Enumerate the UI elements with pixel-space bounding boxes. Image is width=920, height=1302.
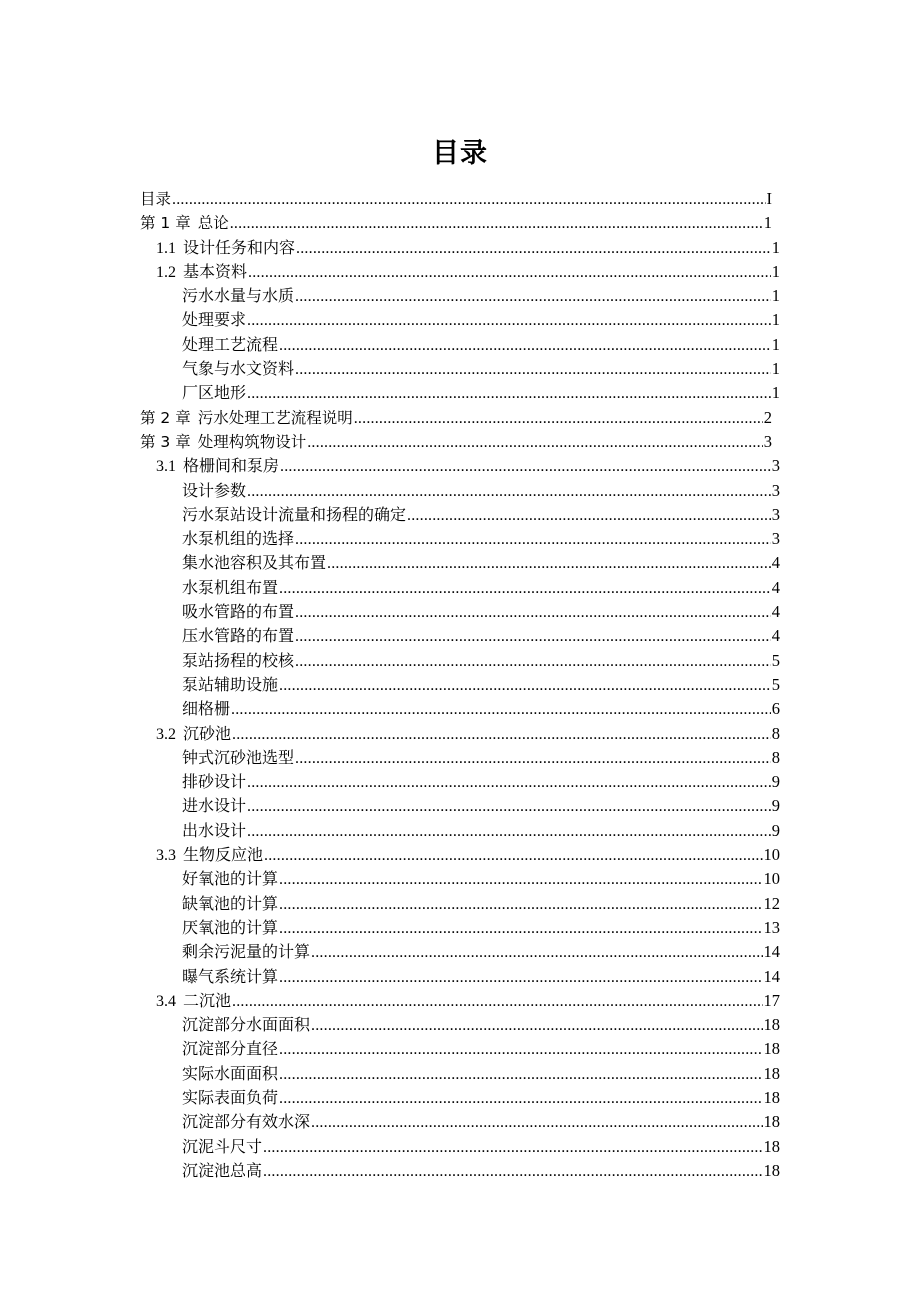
dot-leader (248, 261, 771, 285)
toc-entry-page: 12 (763, 893, 780, 913)
toc-entry-label: 厂区地形 (182, 385, 247, 403)
toc-entry-page: 14 (763, 966, 780, 986)
toc-entry-page: 18 (763, 1087, 780, 1107)
dot-leader (279, 577, 771, 601)
toc-entry-page: 8 (771, 747, 780, 767)
dot-leader (280, 455, 771, 479)
toc-entry-number: 3.4 (156, 992, 176, 1010)
toc-entry-label: 格栅间和泵房 (183, 458, 280, 476)
toc-entry-page: 5 (771, 674, 780, 694)
toc-entry-label: 钟式沉砂池选型 (182, 749, 295, 767)
toc-entry-37[interactable] (140, 1086, 780, 1110)
dot-leader (231, 698, 771, 722)
toc-entry-25[interactable] (140, 794, 780, 818)
dot-leader (295, 358, 771, 382)
toc-entry-page: 1 (771, 359, 780, 379)
toc-entry-label: 曝气系统计算 (182, 968, 279, 986)
toc-entry-label: 基本资料 (183, 263, 248, 281)
toc-entry-18[interactable] (140, 624, 780, 648)
toc-entry-label: 处理构筑物设计 (197, 432, 307, 451)
toc-entry-15[interactable] (140, 551, 780, 575)
toc-entry-page: 3 (771, 529, 780, 549)
toc-entry-label: 污水水量与水质 (182, 288, 295, 306)
toc-entry-21[interactable] (140, 697, 780, 721)
toc-entry-11[interactable] (140, 454, 780, 478)
dot-leader (247, 771, 771, 795)
toc-entry-label: 出水设计 (182, 822, 247, 840)
dot-leader (247, 480, 771, 504)
toc-entry-number: 1.2 (156, 263, 176, 281)
dot-leader (407, 504, 771, 528)
toc-entry-label: 好氧池的计算 (182, 871, 279, 889)
toc-entry-label: 沉淀部分直径 (182, 1041, 279, 1059)
dot-leader (354, 407, 763, 431)
toc-entry-label: 排砂设计 (182, 774, 247, 792)
toc-entry-label: 沉淀池总高 (182, 1162, 263, 1180)
dot-leader (295, 625, 771, 649)
toc-entry-page: 1 (771, 261, 780, 281)
toc-entry-page: 3 (771, 480, 780, 500)
toc-entry-page: 3 (771, 504, 780, 524)
toc-entry-16[interactable] (140, 576, 780, 600)
dot-leader (279, 917, 762, 941)
toc-entry-page: 9 (771, 772, 780, 792)
dot-leader (279, 334, 771, 358)
dot-leader (247, 820, 771, 844)
toc-entry-35[interactable] (140, 1037, 780, 1061)
toc-entry-label: 实际表面负荷 (182, 1089, 279, 1107)
toc-entry-page: 10 (763, 845, 780, 865)
toc-entry-label: 剩余污泥量的计算 (182, 944, 311, 962)
toc-entry-label: 压水管路的布置 (182, 628, 295, 646)
toc-entry-8[interactable] (140, 381, 780, 405)
toc-entry-label: 沉淀部分水面面积 (182, 1017, 311, 1035)
toc-entry-19[interactable] (140, 649, 780, 673)
toc-entry-page: 6 (771, 699, 780, 719)
toc-entry-label: 总论 (197, 214, 229, 233)
toc-entry-22[interactable] (140, 722, 780, 746)
toc-entry-29[interactable] (140, 892, 780, 916)
toc-entry-label: 污水处理工艺流程说明 (197, 408, 353, 427)
toc-entry-label: 厌氧池的计算 (182, 919, 279, 937)
dot-leader (295, 747, 771, 771)
toc-entry-label: 进水设计 (182, 798, 247, 816)
toc-entry-label: 设计参数 (182, 482, 247, 500)
toc-entry-label: 处理工艺流程 (182, 336, 279, 354)
toc-entry-page: 5 (771, 650, 780, 670)
dot-leader (263, 1160, 762, 1184)
toc-entry-27[interactable] (140, 843, 780, 867)
dot-leader (295, 285, 771, 309)
toc-entry-34[interactable] (140, 1013, 780, 1037)
toc-entry-page: 18 (763, 1039, 780, 1059)
toc-entry-page: 1 (771, 383, 780, 403)
toc-entry-page: 4 (771, 553, 780, 573)
toc-entry-label: 实际水面面积 (182, 1065, 279, 1083)
toc-entry-page: I (766, 189, 772, 208)
toc-entry-label: 设计任务和内容 (183, 239, 296, 257)
toc-entry-page: 18 (763, 1136, 780, 1156)
toc-entry-page: 1 (771, 286, 780, 306)
toc-entry-20[interactable] (140, 673, 780, 697)
dot-leader (232, 990, 762, 1014)
dot-leader (247, 795, 771, 819)
toc-entry-12[interactable] (140, 479, 780, 503)
toc-entry-page: 4 (771, 602, 780, 622)
toc-entry-number: 第 2 章 (140, 408, 191, 427)
toc-entry-page: 9 (771, 796, 780, 816)
dot-leader (295, 528, 771, 552)
toc-entry-32[interactable] (140, 965, 780, 989)
toc-entry-label: 吸水管路的布置 (182, 604, 295, 622)
toc-entry-label: 污水泵站设计流量和扬程的确定 (182, 506, 407, 524)
toc-entry-number: 第 1 章 (140, 214, 191, 233)
toc-entry-5[interactable] (140, 308, 780, 332)
toc-entry-0[interactable] (140, 187, 780, 211)
toc-entry-number: 3.2 (156, 725, 176, 743)
toc-entry-label: 气象与水文资料 (182, 361, 295, 379)
toc-entry-label: 沉砂池 (183, 725, 232, 743)
dot-leader (296, 237, 771, 261)
toc-entry-page: 13 (763, 917, 780, 937)
toc-entry-1[interactable] (140, 211, 780, 235)
toc-entry-number: 第 3 章 (140, 432, 191, 451)
dot-leader (279, 1038, 762, 1062)
dot-leader (263, 1136, 762, 1160)
toc-entry-page: 1 (771, 237, 780, 257)
toc-entry-26[interactable] (140, 819, 780, 843)
dot-leader (230, 212, 763, 236)
toc-entry-page: 2 (763, 407, 772, 427)
toc-entry-page: 4 (771, 577, 780, 597)
toc-entry-10[interactable] (140, 430, 780, 454)
toc-entry-label: 水泵机组的选择 (182, 531, 295, 549)
dot-leader (279, 966, 762, 990)
toc-entry-9[interactable] (140, 406, 780, 430)
dot-leader (279, 893, 762, 917)
toc-entry-label: 二沉池 (183, 992, 232, 1010)
toc-entry-label: 泵站辅助设施 (182, 676, 279, 694)
dot-leader (264, 844, 762, 868)
page-title: 目录 (432, 138, 488, 169)
dot-leader (279, 1063, 762, 1087)
dot-leader (247, 309, 771, 333)
toc-entry-39[interactable] (140, 1135, 780, 1159)
toc-entry-40[interactable] (140, 1159, 780, 1183)
dot-leader (247, 382, 771, 406)
toc-entry-13[interactable] (140, 503, 780, 527)
dot-leader (232, 723, 771, 747)
toc-entry-30[interactable] (140, 916, 780, 940)
toc-entry-page: 1 (771, 310, 780, 330)
dot-leader (295, 650, 771, 674)
toc-entry-label: 处理要求 (182, 312, 247, 330)
toc-entry-label: 水泵机组布置 (182, 579, 279, 597)
toc-entry-33[interactable] (140, 989, 780, 1013)
toc-entry-page: 1 (771, 334, 780, 354)
toc-entry-number: 3.3 (156, 847, 176, 865)
toc-entry-page: 18 (763, 1160, 780, 1180)
toc-entry-page: 18 (763, 1112, 780, 1132)
toc-entry-2[interactable] (140, 236, 780, 260)
dot-leader (279, 868, 762, 892)
toc-entry-label: 沉泥斗尺寸 (182, 1138, 263, 1156)
toc-entry-label: 缺氧池的计算 (182, 895, 279, 913)
toc-entry-label: 沉淀部分有效水深 (182, 1114, 311, 1132)
dot-leader (311, 1111, 762, 1135)
toc-entry-label: 集水池容积及其布置 (182, 555, 327, 573)
toc-entry-page: 3 (763, 431, 772, 451)
toc-entry-24[interactable] (140, 770, 780, 794)
toc-entry-label: 细格栅 (182, 701, 231, 719)
toc-entry-page: 9 (771, 820, 780, 840)
toc-entry-label: 泵站扬程的校核 (182, 652, 295, 670)
toc-entry-6[interactable] (140, 333, 780, 357)
toc-entry-page: 14 (763, 942, 780, 962)
dot-leader (311, 941, 762, 965)
toc-entry-31[interactable] (140, 940, 780, 964)
dot-leader (279, 1087, 762, 1111)
toc-entry-number: 1.1 (156, 239, 176, 257)
toc-entry-36[interactable] (140, 1062, 780, 1086)
toc-entry-28[interactable] (140, 867, 780, 891)
toc-entry-14[interactable] (140, 527, 780, 551)
dot-leader (327, 552, 771, 576)
dot-leader (295, 601, 771, 625)
toc-entry-page: 18 (763, 1063, 780, 1083)
toc-entry-page: 1 (763, 213, 772, 233)
toc-entry-page: 17 (763, 990, 780, 1010)
table-of-contents (140, 187, 780, 1183)
toc-entry-17[interactable] (140, 600, 780, 624)
toc-entry-4[interactable] (140, 284, 780, 308)
dot-leader (172, 188, 765, 212)
toc-entry-page: 18 (763, 1015, 780, 1035)
dot-leader (279, 674, 771, 698)
toc-entry-page: 8 (771, 723, 780, 743)
toc-entry-7[interactable] (140, 357, 780, 381)
toc-entry-38[interactable] (140, 1110, 780, 1134)
toc-entry-number: 3.1 (156, 458, 176, 476)
toc-entry-page: 4 (771, 626, 780, 646)
toc-entry-page: 3 (771, 456, 780, 476)
dot-leader (311, 1014, 762, 1038)
dot-leader (307, 431, 763, 455)
toc-entry-23[interactable] (140, 746, 780, 770)
toc-entry-3[interactable] (140, 260, 780, 284)
toc-entry-page: 10 (763, 869, 780, 889)
toc-entry-label: 目录 (140, 190, 172, 208)
toc-entry-label: 生物反应池 (183, 847, 264, 865)
